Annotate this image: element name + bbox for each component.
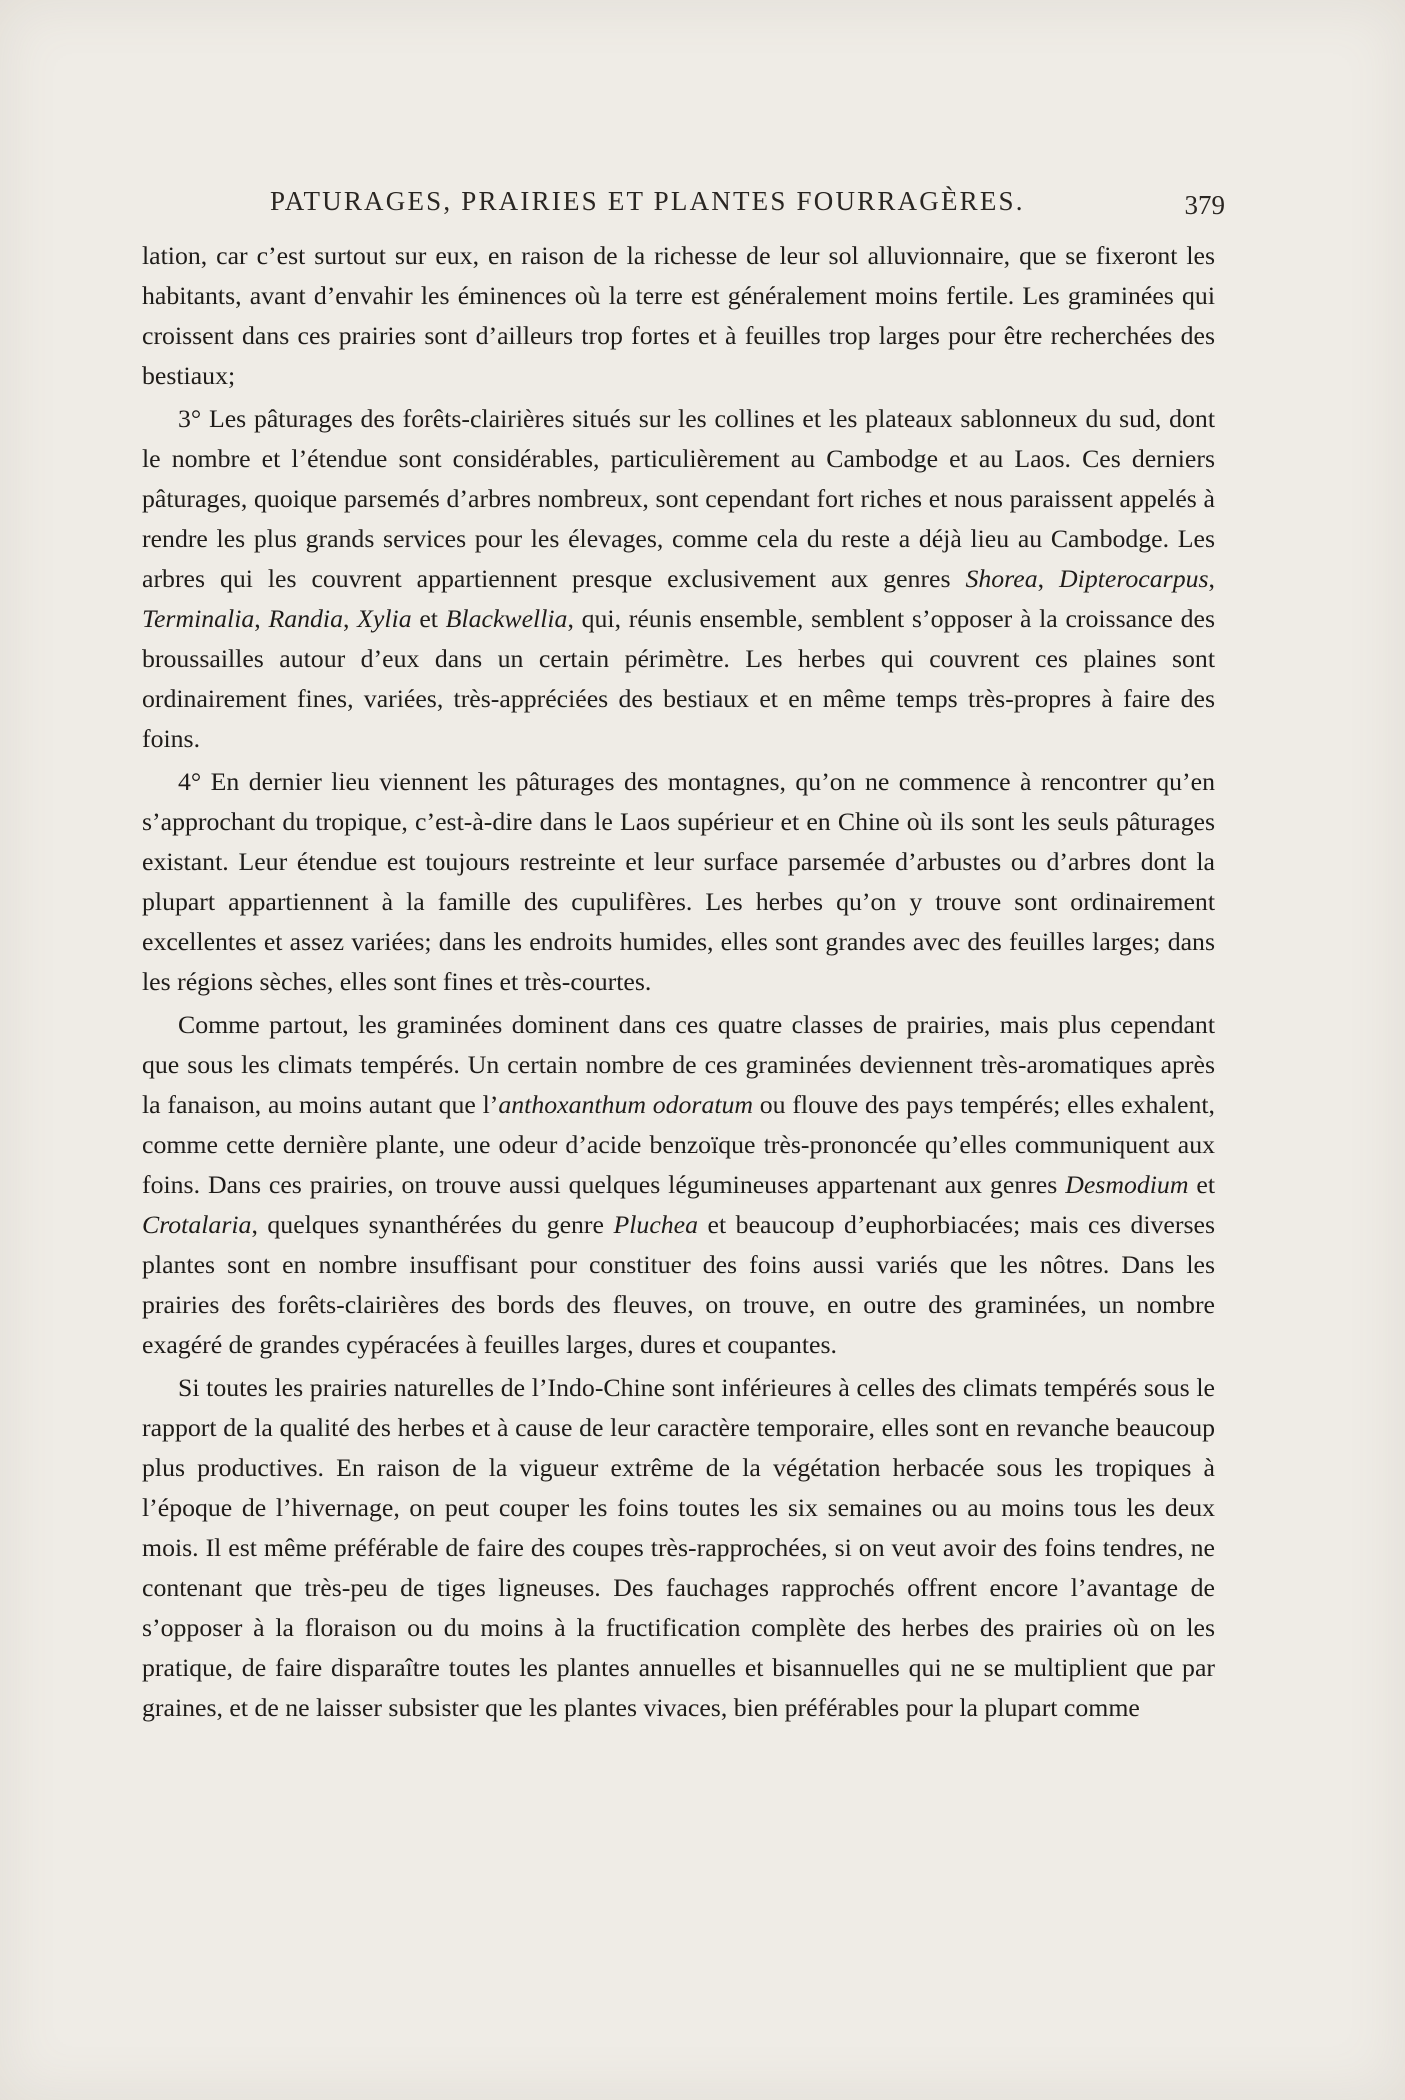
paragraph [142, 1005, 1215, 1365]
italic-term: Shorea [965, 564, 1038, 593]
italic-term: Dipterocarpus [1059, 564, 1209, 593]
text-run: , qui, réunis ensemble, semblent s’opposer à la croissance des broussailles autour d’eux dans un certain périmètre. Les herbes qui couvrent ces plaines sont ordinairement fines, variées, très-appréciées des bestiaux et en même temps très-propres à faire des foins. [142, 604, 1215, 753]
text-run: , [343, 604, 358, 633]
text-run: , [254, 604, 269, 633]
italic-term: Xylia [357, 604, 412, 633]
text-run: Comme partout, les graminées dominent dans ces quatre classes de prairies, mais plus cependant que sous les climats tempérés. Un certain nombre de ces graminées deviennent très-aromatiques après la fanaison, au moins autant que l’ [142, 1010, 1215, 1119]
italic-term: Blackwellia [445, 604, 568, 633]
text-run: 4° En dernier lieu viennent les pâturages des montagnes, qu’on ne commence à rencontrer qu’en s’approchant du tropique, c’est-à-dire dans le Laos supérieur et en Chine où ils sont les seuls pâturages existant. Leur étendue est toujours restreinte et leur surface parsemée d’arbustes ou d’arbres dont la plupart appartiennent à la famille des cupulifères. Les herbes qu’on y trouve sont ordinairement excellentes et assez variées; dans les endroits humides, elles sont grandes avec des feuilles larges; dans les régions sèches, elles sont fines et très-courtes. [142, 767, 1215, 996]
text-run: , [1208, 564, 1215, 593]
text-run: , quelques synanthérées du genre [251, 1210, 614, 1239]
text-run: Si toutes les prairies naturelles de l’Indo-Chine sont inférieures à celles des climats tempérés sous le rapport de la qualité des herbes et à cause de leur caractère temporaire, elles sont en revanche beaucoup plus productives. En raison de la vigueur extrême de la végétation herbacée sous les tropiques à l’époque de l’hivernage, on peut couper les foins toutes les six semaines ou au moins tous les deux mois. Il est même préférable de faire des coupes très-rapprochées, si on veut avoir des foins tendres, ne contenant que très-peu de tiges ligneuses. Des fauchages rapprochés offrent encore l’avantage de s’opposer à la floraison ou du moins à la fructification complète des herbes des prairies où on les pratique, de faire disparaître toutes les plantes annuelles et bisannuelles qui ne se multiplient que par graines, et de ne laisser subsister que les plantes vivaces, bien préférables pour la plupart comme [142, 1373, 1215, 1722]
italic-term: Pluchea [613, 1210, 699, 1239]
italic-term: Crotalaria [142, 1210, 252, 1239]
paragraph [142, 1368, 1215, 1728]
text-run: et beaucoup d’euphorbiacées; mais ces diverses plantes sont en nombre insuffisant pour constituer des foins aussi variés que les nôtres. Dans les prairies des forêts-clairières des bords des fleuves, on trouve, en outre des graminées, un nombre exagéré de grandes cypéracées à feuilles larges, dures et coupantes. [142, 1210, 1215, 1359]
body-text [142, 236, 1215, 1728]
paragraph [142, 236, 1215, 396]
italic-term: Randia [268, 604, 343, 633]
text-run: ou flouve des pays tempérés; elles exhalent, comme cette dernière plante, une odeur d’acide benzoïque très-prononcée qu’elles communiquent aux foins. Dans ces prairies, on trouve aussi quelques légumineuses appartenant aux genres [142, 1090, 1215, 1199]
italic-term: anthoxanthum odoratum [498, 1090, 754, 1119]
text-run: lation, car c’est surtout sur eux, en raison de la richesse de leur sol alluvionnaire, que se fixeront les habitants, avant d’envahir les éminences où la terre est généralement moins fertile. Les graminées qui croissent dans ces prairies sont d’ailleurs trop fortes et à feuilles trop larges pour être recherchées des bestiaux; [142, 241, 1215, 390]
text-run: et [411, 604, 446, 633]
page-header [270, 186, 1225, 226]
text-run: 3° Les pâturages des forêts-clairières situés sur les collines et les plateaux sablonneux du sud, dont le nombre et l’étendue sont considérables, particulièrement au Cambodge et au Laos. Ces derniers pâturages, quoique parsemés d’arbres nombreux, sont cependant fort riches et nous paraissent appelés à rendre les plus grands services pour les élevages, comme cela du reste a déjà lieu au Cambodge. Les arbres qui les couvrent appartiennent presque exclusivement aux genres [142, 404, 1215, 593]
italic-term: Desmodium [1065, 1170, 1189, 1199]
running-title: PATURAGES, PRAIRIES ET PLANTES FOURRAGÈRES. [270, 186, 1025, 216]
page-number: 379 [1184, 190, 1225, 220]
text-run: , [1037, 564, 1060, 593]
text-run: et [1188, 1170, 1215, 1199]
italic-term: Terminalia [142, 604, 255, 633]
paragraph [142, 399, 1215, 759]
paragraph [142, 762, 1215, 1002]
